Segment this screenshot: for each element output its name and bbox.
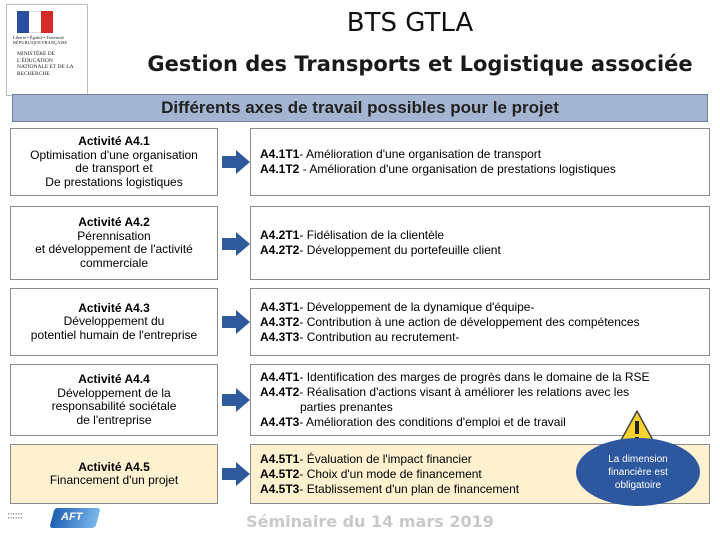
task-line [260,243,700,258]
arrow-right-icon [222,388,250,412]
activity-title: Activité A4.3 [78,300,150,315]
activity-desc-line: commerciale [79,255,148,270]
task-line [260,300,700,315]
task-code: A4.2T1 [260,228,300,242]
task-code: A4.5T1 [260,451,300,466]
activity-row-a41 [10,128,710,196]
task-code: A4.1T2 [260,162,300,176]
page-title: BTS GTLA [346,8,474,38]
activity-desc-line: Financement d'un projet [49,473,179,487]
activity-box [10,128,218,196]
activity-desc-line: Optimisation d'une organisation [30,147,198,162]
ministry-name: MINISTÈRE DE L'ÉDUCATION NATIONALE ET DE LA RECHERCHE [17,51,74,77]
tasks-box [250,288,710,356]
task-code: A4.3T1 [260,299,300,314]
arrow-right-icon [222,310,250,334]
task-line [260,147,700,162]
activity-title: Activité A4.4 [78,372,150,386]
task-text: parties prenantes [300,400,393,414]
activity-desc-line: de l'entreprise [76,412,152,427]
activity-title: Activité A4.2 [78,215,150,229]
page-subtitle: Gestion des Transports et Logistique associée [147,52,693,76]
task-text: - Contribution au recrutement- [299,329,460,344]
financial-note-bubble: La dimension financière est obligatoire [576,438,700,506]
activity-row-a43 [10,288,710,356]
task-code: A4.4T3 [260,415,300,429]
activity-desc-line: Développement de la [57,385,171,400]
aft-logo [8,506,92,532]
task-code: A4.1T1 [260,147,300,161]
tasks-box [250,206,710,280]
ministry-logo [6,4,88,96]
task-code: A4.5T3 [260,481,300,496]
arrow-right-icon [222,150,250,174]
activity-box [10,364,218,436]
task-code: A4.4T2 [260,385,300,399]
activity-title: Activité A4.1 [78,134,150,148]
activity-desc-line: de transport et [75,161,153,175]
task-line [260,228,700,243]
task-line [260,162,700,177]
task-line [260,385,700,400]
activity-row-a44 [10,364,710,436]
activity-desc-line: De prestations logistiques [45,174,183,189]
activity-box [10,288,218,356]
task-text: - Etablissement d'un plan de financement [299,481,520,496]
arrow-right-icon [222,232,250,256]
section-header-bar: Différents axes de travail possibles pour le projet [12,94,708,122]
activity-box [10,444,218,504]
seminar-footer: Séminaire du 14 mars 2019 [246,512,494,531]
task-line [260,330,700,345]
task-code: A4.4T1 [260,370,300,384]
task-text: - Choix d'un mode de financement [299,466,482,481]
task-text: - Développement du portefeuille client [299,243,501,257]
task-line [260,315,700,330]
arrow-right-icon [222,462,250,486]
task-code: A4.5T2 [260,466,300,481]
french-flag-icon [17,11,53,33]
task-code: A4.3T2 [260,314,300,329]
task-text: - Développement de la dynamique d'équipe- [299,299,535,314]
task-line [260,370,700,385]
task-text: - Amélioration d'une organisation de transport [299,147,542,161]
activity-box [10,206,218,280]
activity-desc-line: responsabilité sociétale [51,399,177,413]
task-code: A4.3T3 [260,329,300,344]
partner-logo-dots: ▪ ▪ ▪ ▪ ▪ ▪ ▪ ▪ ▪ ▪ ▪ ▪ [8,511,23,520]
task-code: A4.2T2 [260,243,300,257]
tasks-box [250,128,710,196]
flag-caption: Liberté • Égalité • Fraternité RÉPUBLIQUE FRANÇAISE [13,35,68,45]
task-text: - Réalisation d'actions visant à améliorer les relations avec les [299,385,630,399]
task-text: - Évaluation de l'impact financier [299,451,472,466]
activity-desc-line: Développement du [63,314,165,329]
task-text: - Contribution à une action de développement des compétences [299,314,640,329]
activity-row-a42 [10,206,710,280]
aft-logo-text: AFT [61,511,83,523]
activity-desc-line: et développement de l'activité [35,242,193,256]
activity-title: Activité A4.5 [78,459,150,474]
activity-desc-line: potentiel humain de l'entreprise [30,327,198,342]
task-text: - Identification des marges de progrès dans le domaine de la RSE [299,370,650,384]
task-text: - Fidélisation de la clientèle [299,228,445,242]
task-text: - Amélioration des conditions d'emploi et de travail [299,415,566,429]
task-text: - Amélioration d'une organisation de prestations logistiques [299,162,616,176]
activity-desc-line: Pérennisation [77,228,151,243]
